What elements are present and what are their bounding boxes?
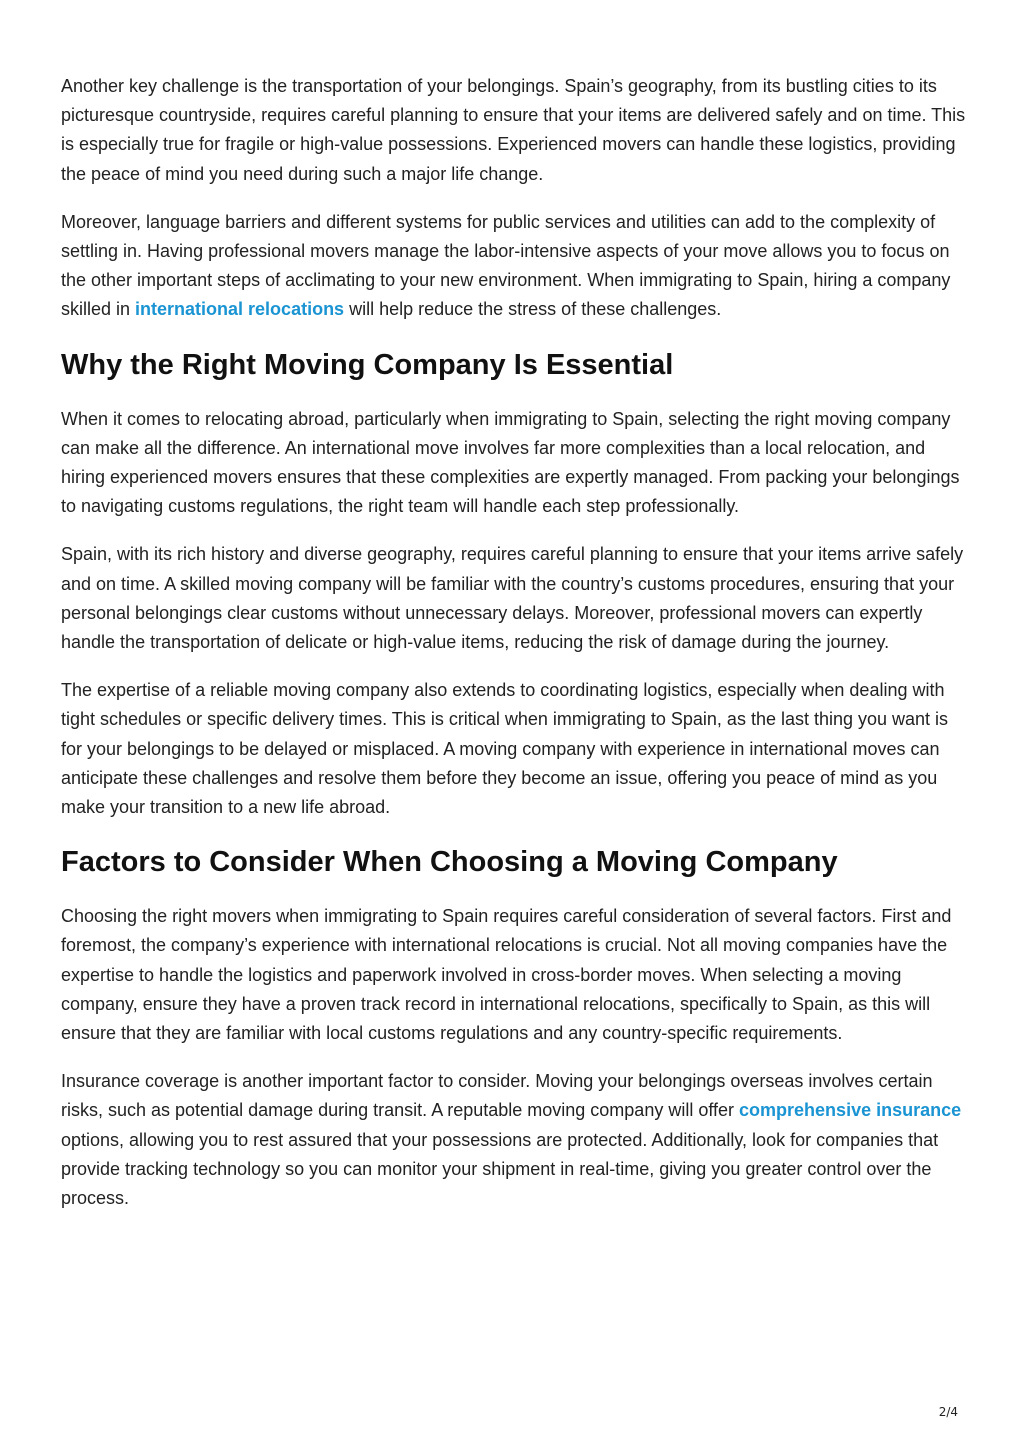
section-heading-factors: Factors to Consider When Choosing a Moving Company (61, 846, 838, 879)
paragraph-insurance (61, 1067, 971, 1213)
paragraph-relocating-abroad: When it comes to relocating abroad, particularly when immigrating to Spain, selecting the right moving company can make all the difference. An international move involves far more complexities than a local relocation, and hiring experienced movers ensures that these complexities are expertly managed. From packing your belongings to navigating customs regulations, the right team will handle each step professionally. (61, 408, 960, 517)
paragraph-transportation: Another key challenge is the transportation of your belongings. Spain’s geography, from its bustling cities to its picturesque countryside, requires careful planning to ensure that your items are delivered safely and on time. This is especially true for fragile or high-value possessions. Experienced movers can handle these logistics, providing the peace of mind you need during such a major life change. (61, 76, 966, 184)
document-page (61, 72, 971, 1232)
paragraph-text: options, allowing you to rest assured that your possessions are protected. Additionally, look for companies that provide tracking technology so you can monitor your shipment in real-time, giving you greater control over the process. (61, 1129, 939, 1209)
comprehensive-insurance-link[interactable]: comprehensive insurance (739, 1100, 962, 1121)
paragraph-choosing-movers: Choosing the right movers when immigrating to Spain requires careful consideration of several factors. First and foremost, the company’s experience with international relocations is crucial. Not all moving companies have the expertise to handle the logistics and paperwork involved in cross-border moves. When selecting a moving company, ensure they have a proven track record in international relocations, specifically to Spain, as this will ensure that they are familiar with local customs regulations and any country-specific requirements. (61, 906, 952, 1044)
paragraph-spain-geography: Spain, with its rich history and diverse geography, requires careful planning to ensure that your items arrive safely and on time. A skilled moving company will be familiar with the country’s customs procedures, ensuring that your personal belongings clear customs without unnecessary delays. Moreover, professional movers can expertly handle the transportation of delicate or high-value items, reducing the risk of damage during the journey. (61, 544, 964, 653)
section-heading-right-moving-company: Why the Right Moving Company Is Essential (61, 348, 674, 381)
paragraph-text: Moreover, language barriers and different systems for public services and utilities can add to the complexity of settling in. Having professional movers manage the labor-intensive aspects of your move allows you to focus on the other important steps of acclimating to your new environment. When immigrating to Spain, hiring a company skilled in (61, 211, 951, 320)
paragraph-text: Insurance coverage is another important factor to consider. Moving your belongings overseas involves certain risks, such as potential damage during transit. A reputable moving company will offer (61, 1071, 933, 1121)
page-number: 2/4 (938, 1405, 958, 1419)
international-relocations-link[interactable]: international relocations (135, 299, 345, 320)
paragraph-text: will help reduce the stress of these challenges. (344, 299, 722, 320)
paragraph-coordinating-logistics: The expertise of a reliable moving company also extends to coordinating logistics, especially when dealing with tight schedules or specific delivery times. This is critical when immigrating to Spain, as the last thing you want is for your belongings to be delayed or misplaced. A moving company with experience in international moves can anticipate these challenges and resolve them before they become an issue, offering you peace of mind as you make your transition to a new life abroad. (61, 680, 949, 818)
paragraph-language-barriers (61, 208, 971, 325)
